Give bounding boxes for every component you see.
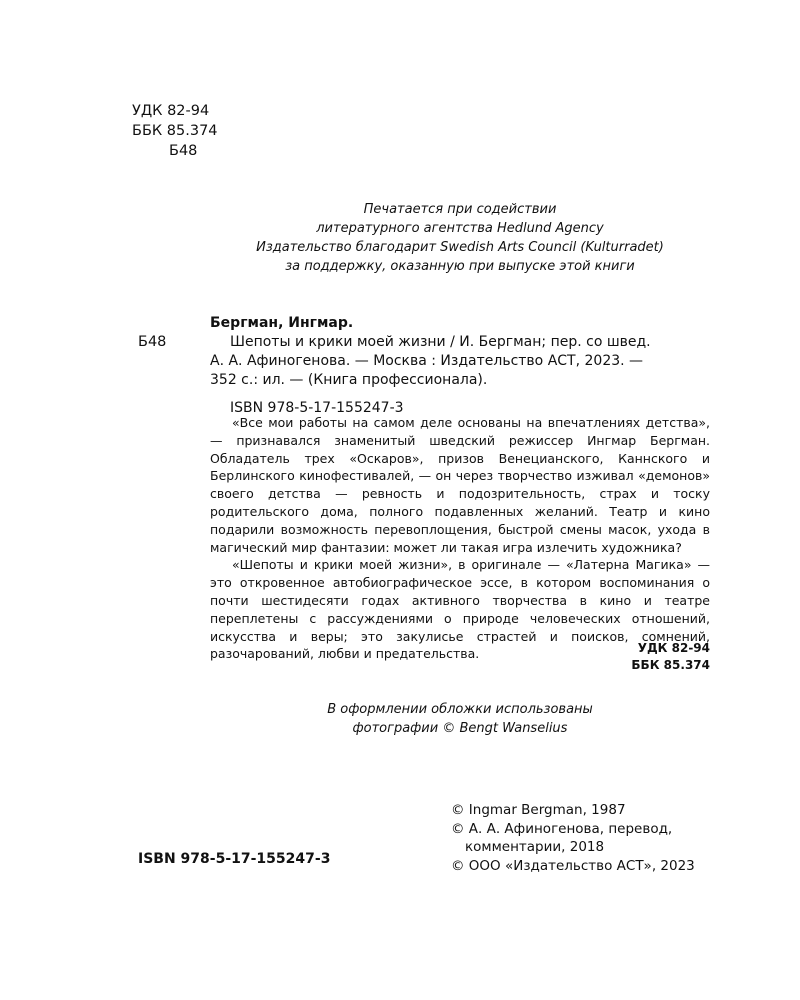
copyright-line-2: © А. А. Афиногенова, перевод, — [451, 820, 673, 837]
annotation-paragraph-2: «Шепоты и крики моей жизни», в оригинале — «Латерна Магика» — это откровенное автобиографическое эссе, в котором воспоминания о почти шестидесяти годах активного творчества в кино и театре переплетены с рассуждениями о природе человеческих отношений, искусства и веры; это закулисье страстей и поисков, сомнений, разочарований, любви и предательства. — [210, 557, 710, 662]
copyright-line-4: © ООО «Издательство АСТ», 2023 — [451, 857, 695, 874]
record-isbn: ISBN 978-5-17-155247-3 — [230, 400, 404, 416]
cover-note-line-2: фотографии © Bengt Wanselius — [352, 721, 568, 736]
publisher-credits — [200, 200, 720, 276]
catalog-author-sign: Б48 — [138, 334, 167, 350]
record-description-line: 352 с.: ил. — (Книга профессионала). — [210, 372, 488, 388]
annotation-paragraph-1: «Все мои работы на самом деле основаны на впечатлениях детства», — признавался знаменитый шведский режиссер Ингмар Бергман. Обладатель трех «Оскаров», призов Венецианского, Каннского и Берлинского кинофестивалей, — он через творчество изживал «демонов» своего детства — ревность и подозрительность, страх и тоску родительского дома, полного подавленных желаний. Театр и кино подарили возможность перевоплощения, быстрой смены масок, ухода в магический мир фантазии: может ли такая игра излечить художника? — [210, 415, 710, 555]
record-description — [210, 333, 710, 390]
credits-line-1: Печатается при содействии — [363, 202, 557, 217]
credits-line-2: литературного агентства Hedlund Agency — [316, 221, 604, 236]
cover-note-line-1: В оформлении обложки использованы — [327, 702, 593, 717]
udk-code: УДК 82-94 — [132, 103, 210, 119]
copyright-line-1: © Ingmar Bergman, 1987 — [451, 802, 626, 818]
classification-block-top — [132, 101, 218, 161]
credits-line-3: Издательство благодарит Swedish Arts Council (Kulturradet) — [256, 240, 664, 255]
annotation — [210, 414, 710, 663]
record-description-line: А. А. Афиногенова. — Москва : Издательство АСТ, 2023. — — [210, 353, 644, 369]
bbk-code: ББК 85.374 — [132, 123, 218, 139]
record-description-line: Шепоты и крики моей жизни / И. Бергман; пер. со швед. — [230, 334, 651, 350]
classification-block-right — [600, 640, 710, 674]
isbn-bottom: ISBN 978-5-17-155247-3 — [138, 851, 331, 867]
udk-code: УДК 82-94 — [637, 641, 710, 655]
copyright-line-3: комментарии, 2018 — [465, 839, 605, 855]
cover-design-note — [200, 700, 720, 738]
bibliographic-record — [210, 314, 710, 418]
record-author: Бергман, Ингмар. — [210, 315, 354, 331]
bbk-code: ББК 85.374 — [631, 658, 710, 672]
credits-line-4: за поддержку, оказанную при выпуске этой книги — [285, 259, 635, 274]
author-sign: Б48 — [169, 143, 198, 159]
copyright-block — [451, 801, 721, 875]
